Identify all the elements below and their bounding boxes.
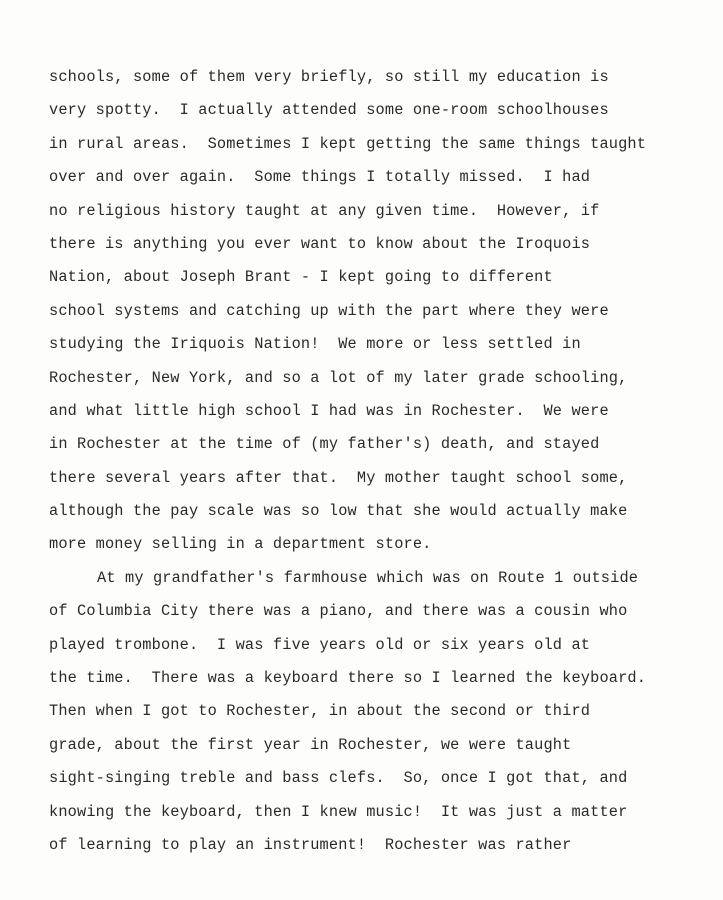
- text-line: more money selling in a department store.: [49, 535, 432, 554]
- text-line: in Rochester at the time of (my father's) death, and stayed: [49, 435, 600, 454]
- text-line: studying the Iriquois Nation! We more or less settled in: [49, 335, 581, 354]
- text-line: school systems and catching up with the part where they were: [49, 301, 609, 320]
- text-line: of Columbia City there was a piano, and there was a cousin who: [49, 602, 628, 621]
- text-line: although the pay scale was so low that she would actually make: [49, 502, 628, 521]
- body-text: [49, 64, 719, 865]
- text-line: Then when I got to Rochester, in about the second or third: [49, 702, 591, 721]
- text-line: there is anything you ever want to know about the Iroquois: [49, 234, 591, 253]
- text-line: the time. There was a keyboard there so I learned the keyboard.: [49, 669, 647, 688]
- text-line: over and over again. Some things I totally missed. I had: [49, 168, 591, 187]
- text-line: sight-singing treble and bass clefs. So, once I got that, and: [49, 769, 628, 788]
- text-line: grade, about the first year in Rochester, we were taught: [49, 735, 572, 754]
- text-line: in rural areas. Sometimes I kept getting the same things taught: [49, 134, 647, 153]
- text-line: and what little high school I had was in Rochester. We were: [49, 401, 609, 420]
- text-line: no religious history taught at any given time. However, if: [49, 201, 600, 220]
- text-line: knowing the keyboard, then I knew music! It was just a matter: [49, 802, 628, 821]
- text-line: Nation, about Joseph Brant - I kept going to different: [49, 268, 553, 287]
- text-line: schools, some of them very briefly, so still my education is: [49, 68, 609, 86]
- paragraph-start-line: At my grandfather's farmhouse which was on Route 1 outside: [97, 568, 639, 587]
- text-line: Rochester, New York, and so a lot of my later grade schooling,: [49, 368, 628, 387]
- text-line: of learning to play an instrument! Rochester was rather: [49, 835, 572, 854]
- text-line: very spotty. I actually attended some one-room schoolhouses: [49, 101, 609, 120]
- text-line: there several years after that. My mother taught school some,: [49, 468, 628, 487]
- text-line: played trombone. I was five years old or six years old at: [49, 635, 591, 654]
